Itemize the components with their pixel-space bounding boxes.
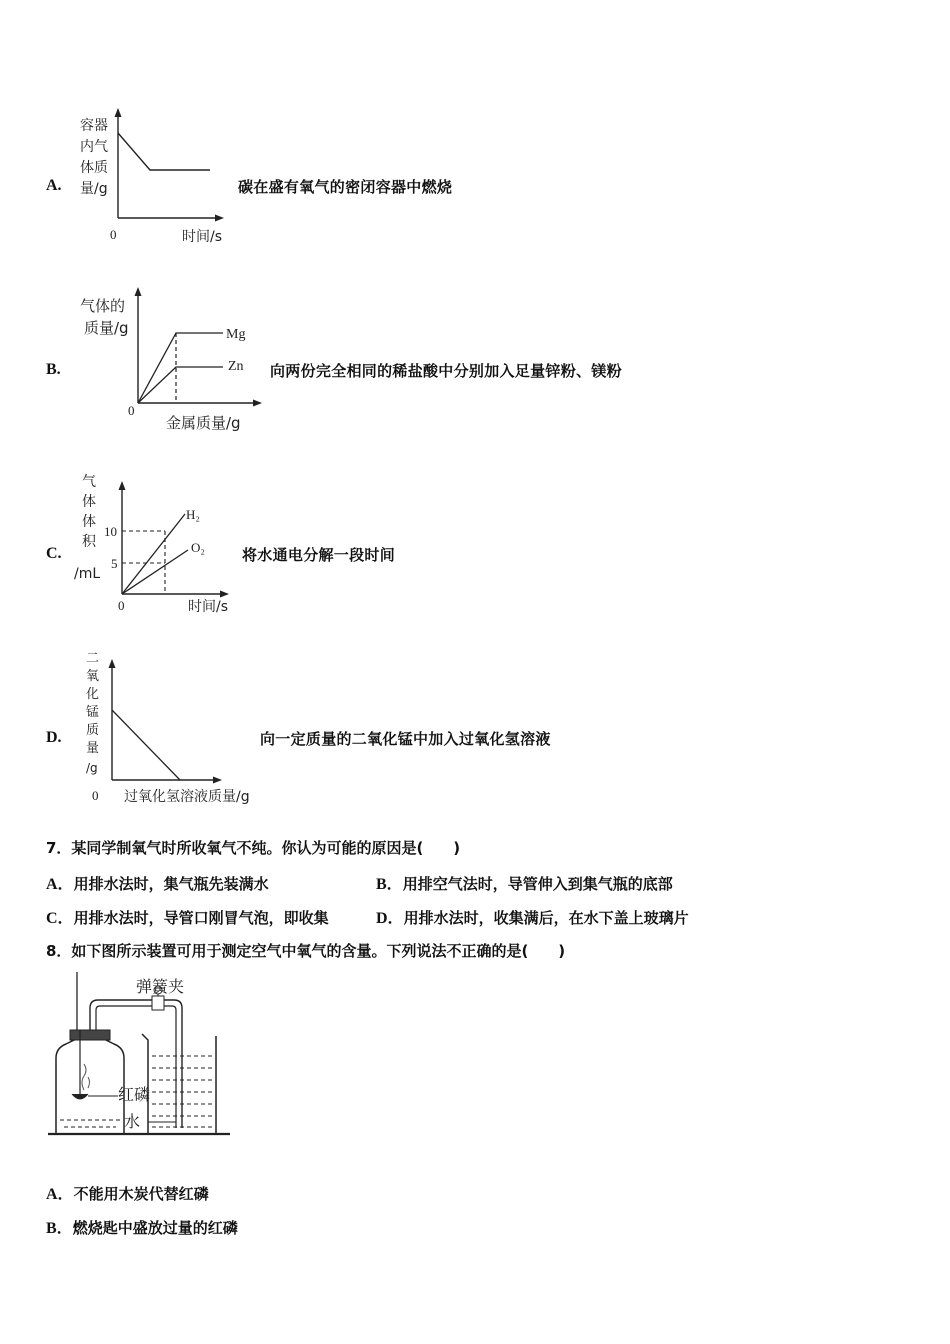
q7-option-c-letter: C． — [46, 910, 74, 927]
q8-option-a — [46, 1181, 209, 1204]
graph-b-xlabel: 金属质量/g — [166, 414, 241, 432]
q7-option-d-letter: D． — [376, 910, 404, 927]
graph-a-origin: 0 — [110, 227, 117, 242]
q7-option-d — [376, 905, 689, 928]
diagram-flame — [82, 1064, 86, 1090]
q8-option-a-letter: A． — [46, 1186, 74, 1203]
q8-apparatus-diagram — [44, 970, 244, 1142]
graph-c-label-h2: H₂ — [186, 507, 200, 522]
graph-a-ylabel-3: 体质 — [80, 160, 108, 176]
diagram-stopper — [70, 1030, 110, 1040]
diagram-clamp-label: 弹簧夹 — [136, 977, 185, 996]
q7-option-b-letter: B． — [376, 876, 403, 893]
graph-c-x-arrow — [220, 591, 229, 598]
graph-a — [70, 108, 240, 248]
graph-b-origin: 0 — [128, 403, 135, 418]
graph-a-ylabel-2: 内气 — [80, 139, 108, 155]
graph-d-ylabel-3: 化 — [86, 687, 100, 702]
q7-option-a — [46, 871, 269, 894]
q8-option-a-text: 不能用木炭代替红磷 — [73, 1185, 209, 1203]
graph-b-mg-line — [138, 333, 223, 403]
q8-option-b-text: 燃烧匙中盛放过量的红磷 — [72, 1219, 238, 1237]
option-a-description: 碳在盛有氧气的密闭容器中燃烧 — [238, 178, 453, 196]
graph-b-label-mg: Mg — [226, 327, 246, 342]
graph-d-ylabel-1: 二 — [86, 651, 100, 666]
q7-option-c — [46, 905, 329, 928]
graph-a-x-arrow — [215, 215, 224, 222]
diagram-beaker — [142, 1034, 216, 1134]
graph-b-x-arrow — [253, 400, 262, 407]
graph-d-ylabel-6: 量 — [86, 741, 100, 756]
graph-c-tick-5: 5 — [111, 556, 118, 571]
diagram-bottle — [56, 1036, 124, 1134]
graph-c-xlabel: 时间/s — [188, 599, 229, 615]
graph-d — [78, 648, 263, 808]
diagram-phosphorus-label: 红磷 — [118, 1085, 151, 1104]
q8-option-b-letter: B． — [46, 1220, 73, 1237]
graph-d-origin: 0 — [92, 788, 99, 803]
graph-c-origin: 0 — [118, 598, 125, 613]
q8-option-b — [46, 1215, 238, 1238]
q7-stem: 7．某同学制氧气时所收氧气不纯。你认为可能的原因是( ) — [46, 839, 461, 857]
graph-a-curve — [118, 133, 210, 170]
graph-d-ylabel-5: 质 — [86, 723, 100, 738]
q8-stem: 8．如下图所示装置可用于测定空气中氧气的含量。下列说法不正确的是( ) — [46, 942, 566, 960]
q7-option-a-letter: A． — [46, 876, 74, 893]
graph-b-ylabel-1: 气体的 — [80, 297, 126, 315]
graph-d-ylabel-2: 氧 — [86, 669, 100, 684]
q7-option-b — [376, 871, 673, 894]
graph-c-tick-10: 10 — [104, 524, 117, 539]
graph-b-label-zn: Zn — [228, 359, 244, 374]
graph-a-ylabel-4: 量/g — [80, 181, 108, 197]
graph-c-ylabel-5: /mL — [74, 566, 101, 582]
graph-b-zn-line — [138, 367, 223, 403]
option-a-letter: A. — [46, 177, 62, 194]
graph-a-xlabel: 时间/s — [182, 229, 223, 245]
graph-c-ylabel-2: 体 — [82, 494, 96, 510]
option-d-letter: D. — [46, 729, 62, 746]
graph-c-ylabel-1: 气 — [82, 474, 96, 490]
q7-option-b-text: 用排空气法时，导管伸入到集气瓶的底部 — [402, 875, 673, 893]
option-c-description: 将水通电分解一段时间 — [242, 546, 396, 564]
graph-d-curve — [112, 710, 180, 780]
diagram-tube — [90, 1000, 182, 1128]
graph-c-h2-line — [122, 514, 185, 594]
graph-c — [70, 470, 240, 620]
graph-c-ylabel-4: 积 — [82, 534, 96, 550]
graph-b-ylabel-2: 质量/g — [84, 319, 129, 337]
graph-c-ylabel-3: 体 — [82, 514, 96, 530]
graph-a-y-arrow — [115, 108, 122, 117]
option-b-letter: B. — [46, 361, 61, 378]
graph-d-ylabel-7: /g — [86, 761, 98, 775]
graph-c-y-arrow — [119, 481, 126, 490]
q7-option-c-text: 用排水法时，导管口刚冒气泡，即收集 — [73, 909, 329, 927]
graph-c-o2-line — [122, 550, 188, 594]
option-d-description: 向一定质量的二氧化锰中加入过氧化氢溶液 — [260, 730, 551, 748]
graph-d-xlabel: 过氧化氢溶液质量/g — [124, 789, 250, 805]
graph-b — [78, 285, 268, 435]
graph-a-ylabel-1: 容器 — [80, 118, 108, 134]
diagram-clamp — [152, 996, 164, 1010]
graph-d-x-arrow — [213, 777, 222, 784]
graph-d-ylabel-4: 锰 — [86, 705, 100, 720]
graph-d-y-arrow — [109, 659, 116, 668]
q7-option-d-text: 用排水法时，收集满后，在水下盖上玻璃片 — [403, 909, 689, 927]
option-b-description: 向两份完全相同的稀盐酸中分别加入足量锌粉、镁粉 — [270, 362, 622, 380]
diagram-spoon-bowl — [72, 1094, 88, 1099]
diagram-water-label: 水 — [124, 1112, 141, 1131]
graph-b-y-arrow — [135, 287, 142, 296]
graph-c-label-o2: O₂ — [191, 540, 205, 555]
option-c-letter: C. — [46, 545, 62, 562]
q7-option-a-text: 用排水法时，集气瓶先装满水 — [73, 875, 269, 893]
